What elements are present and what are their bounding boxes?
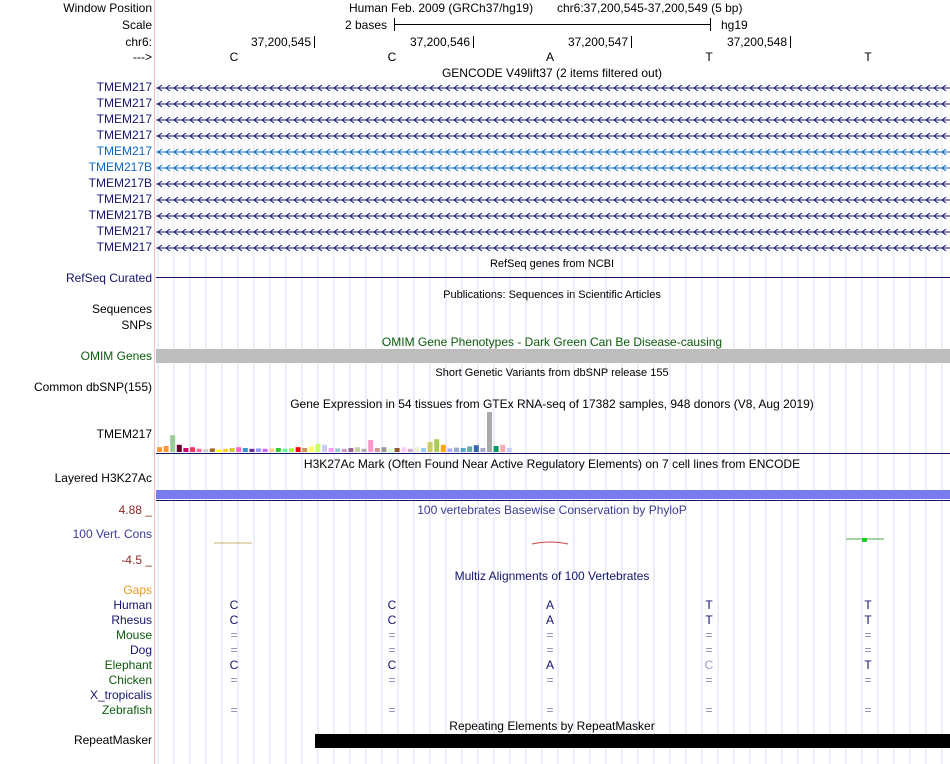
gtex-bar (170, 435, 175, 452)
multiz-base: = (230, 703, 238, 717)
pubs-sequences-label[interactable]: Sequences (91, 302, 152, 316)
multiz-base: = (388, 643, 396, 657)
gtex-bar (454, 448, 459, 452)
h3k27-baseline (156, 500, 950, 501)
gtex-bar (210, 448, 215, 452)
multiz-base: = (864, 673, 872, 687)
multiz-base: = (230, 643, 238, 657)
multiz-base: = (230, 673, 238, 687)
multiz-species-label[interactable]: Elephant (104, 658, 152, 672)
gtex-bar (441, 445, 446, 452)
multiz-species-label[interactable]: Chicken (108, 673, 152, 687)
gtex-bar (302, 448, 307, 452)
multiz-gaps-label[interactable]: Gaps (123, 583, 152, 597)
gtex-bar (461, 448, 466, 452)
gencode-transcript[interactable] (156, 193, 950, 207)
gencode-gene-label[interactable]: TMEM217 (96, 128, 152, 142)
gtex-bar (408, 449, 413, 452)
gencode-transcript[interactable] (156, 161, 950, 175)
multiz-base: C (387, 658, 397, 672)
gtex-bar (480, 448, 485, 452)
assembly-title: Human Feb. 2009 (GRCh37/hg19) (349, 1, 534, 15)
multiz-base: C (229, 658, 239, 672)
scale-span: 2 bases (345, 18, 388, 32)
scale-label: Scale (121, 18, 152, 32)
repeatmasker-element[interactable] (315, 734, 950, 748)
multiz-base: T (864, 613, 872, 627)
phylop-min: -4.5 _ (121, 553, 152, 567)
gencode-gene-label[interactable]: TMEM217B (88, 160, 152, 174)
gtex-bar (309, 446, 314, 452)
gtex-bar-chart[interactable] (156, 410, 556, 452)
strand-base: C (229, 50, 239, 64)
gtex-bar (157, 447, 162, 452)
multiz-base: C (229, 613, 239, 627)
gtex-bar (474, 445, 479, 452)
gencode-gene-label[interactable]: TMEM217 (96, 96, 152, 110)
gtex-title[interactable]: Gene Expression in 54 tissues from GTEx RNA-seq of 17382 samples, 948 donors (V8, Aug 2019) (290, 397, 814, 411)
multiz-base: T (705, 598, 713, 612)
multiz-base: A (545, 598, 555, 612)
gtex-bar (177, 445, 182, 452)
phylop-label[interactable]: 100 Vert. Cons (72, 527, 152, 541)
phylop-mark-4 (862, 538, 867, 542)
multiz-base: = (705, 628, 713, 642)
chrom-tick-label: 37,200,548 (726, 35, 787, 49)
multiz-base: C (229, 598, 239, 612)
multiz-base: = (388, 703, 396, 717)
gtex-divider (156, 453, 950, 454)
refseq-title[interactable]: RefSeq genes from NCBI (489, 258, 615, 270)
multiz-base: A (545, 613, 555, 627)
gencode-gene-label[interactable]: TMEM217 (96, 112, 152, 126)
multiz-base: = (230, 628, 238, 642)
multiz-species-label[interactable]: Zebrafish (101, 703, 152, 717)
chrom-tick-mark (790, 36, 791, 48)
gtex-bar (329, 448, 334, 452)
scale-db: hg19 (721, 18, 748, 32)
gtex-bar (447, 448, 452, 452)
gtex-bar (183, 448, 188, 452)
gencode-gene-label[interactable]: TMEM217 (96, 144, 152, 158)
gencode-transcript[interactable] (156, 177, 950, 191)
gencode-transcript[interactable] (156, 225, 950, 239)
multiz-title[interactable]: Multiz Alignments of 100 Vertebrates (454, 569, 650, 583)
gencode-gene-label[interactable]: TMEM217B (88, 176, 152, 190)
gencode-transcript[interactable] (156, 97, 950, 111)
strand-base: T (705, 50, 713, 64)
gencode-transcript[interactable] (156, 209, 950, 223)
multiz-base: = (546, 673, 554, 687)
gtex-bar (335, 448, 340, 452)
gencode-transcript[interactable] (156, 129, 950, 143)
gtex-bar (507, 448, 512, 452)
gtex-bar (368, 440, 373, 452)
gtex-bar (243, 448, 248, 452)
chrom-tick-label: 37,200,545 (250, 35, 311, 49)
gtex-bar (434, 439, 439, 452)
gencode-transcript[interactable] (156, 241, 950, 255)
gtex-bar (467, 446, 472, 452)
gtex-bar (263, 449, 268, 452)
gencode-title[interactable]: GENCODE V49lift37 (2 items filtered out) (441, 66, 663, 80)
multiz-base: T (864, 658, 872, 672)
gtex-bar (348, 448, 353, 452)
gencode-transcript[interactable] (156, 145, 950, 159)
multiz-base: = (546, 628, 554, 642)
gtex-bar (282, 449, 287, 452)
gtex-bar (428, 442, 433, 452)
h3k27-title[interactable]: H3K27Ac Mark (Often Found Near Active Regulatory Elements) on 7 cell lines from ENCODE (303, 457, 801, 471)
gtex-bar (203, 449, 208, 452)
gtex-bar (256, 448, 261, 452)
gencode-gene-label[interactable]: TMEM217B (88, 208, 152, 222)
gtex-bar (216, 450, 221, 452)
omim-label[interactable]: OMIM Genes (80, 349, 152, 363)
track-left-border (154, 0, 155, 764)
chrom-tick-mark (631, 36, 632, 48)
strand-base: T (864, 50, 872, 64)
multiz-base: = (705, 703, 713, 717)
multiz-species-label[interactable]: Rhesus (111, 613, 152, 627)
gtex-bar (249, 449, 254, 452)
gtex-bar (414, 447, 419, 452)
dbsnp-title[interactable]: Short Genetic Variants from dbSNP release 155 (435, 367, 669, 379)
window-position-label: Window Position (63, 1, 152, 15)
gencode-transcript[interactable] (156, 113, 950, 127)
multiz-species-label[interactable]: Human (113, 598, 152, 612)
multiz-base: = (388, 673, 396, 687)
multiz-base: = (864, 703, 872, 717)
gtex-bar (375, 448, 380, 452)
gencode-gene-label[interactable]: TMEM217 (96, 80, 152, 94)
gtex-bar (401, 447, 406, 452)
scale-bar-left-cap (394, 18, 395, 31)
scale-bar-right-cap (710, 18, 711, 31)
scale-bar (394, 24, 711, 25)
refseq-line[interactable] (156, 277, 950, 278)
strand-base: C (387, 50, 397, 64)
multiz-base: = (546, 643, 554, 657)
pubs-title[interactable]: Publications: Sequences in Scientific Articles (443, 289, 661, 301)
gtex-bar (500, 445, 505, 452)
gtex-bar (395, 448, 400, 452)
multiz-base: = (546, 703, 554, 717)
chrom-tick-mark (473, 36, 474, 48)
multiz-base: C (387, 598, 397, 612)
gtex-bar (276, 448, 281, 452)
dbsnp-label[interactable]: Common dbSNP(155) (33, 380, 152, 394)
gtex-bar (388, 449, 393, 452)
gtex-bar (197, 449, 202, 452)
phylop-max: 4.88 _ (118, 503, 152, 517)
multiz-base: A (545, 658, 555, 672)
chrom-tick-mark (314, 36, 315, 48)
multiz-base: T (705, 613, 713, 627)
gencode-gene-label[interactable]: TMEM217 (96, 192, 152, 206)
multiz-base: C (387, 613, 397, 627)
gtex-bar (322, 445, 327, 452)
chrom-tick-label: 37,200,547 (567, 35, 628, 49)
gtex-bar (289, 448, 294, 452)
gtex-bar (342, 449, 347, 452)
strand-label[interactable]: ---> (133, 50, 152, 64)
gtex-bar (269, 448, 274, 452)
gtex-bar (421, 448, 426, 452)
pubs-snps-label[interactable]: SNPs (121, 318, 152, 332)
gtex-label[interactable]: TMEM217 (96, 427, 152, 441)
multiz-species-label[interactable]: X_tropicalis (89, 688, 152, 702)
gtex-bar (190, 447, 195, 452)
omim-bar[interactable] (156, 349, 950, 363)
gtex-bar (315, 444, 320, 452)
phylop-title[interactable]: 100 vertebrates Basewise Conservation by PhyloP (417, 503, 687, 517)
h3k27-signal[interactable] (156, 490, 950, 499)
multiz-base: = (864, 628, 872, 642)
multiz-base: C (704, 658, 714, 672)
window-coords[interactable]: chr6:37,200,545-37,200,549 (5 bp) (557, 1, 743, 15)
gtex-bar (355, 447, 360, 452)
multiz-base: = (388, 628, 396, 642)
multiz-base: T (864, 598, 872, 612)
repeatmasker-label[interactable]: RepeatMasker (73, 733, 152, 747)
gtex-bar (223, 449, 228, 452)
gencode-transcript[interactable] (156, 81, 950, 95)
refseq-label[interactable]: RefSeq Curated (65, 271, 152, 285)
gencode-gene-label[interactable]: TMEM217 (96, 240, 152, 254)
omim-title[interactable]: OMIM Gene Phenotypes - Dark Green Can Be Disease-causing (381, 335, 723, 349)
gtex-bar (494, 446, 499, 452)
chrom-label: chr6: (125, 35, 152, 49)
multiz-base: = (705, 643, 713, 657)
gencode-gene-label[interactable]: TMEM217 (96, 224, 152, 238)
gtex-bar (362, 449, 367, 452)
gtex-bar (164, 446, 169, 452)
gtex-bar (296, 447, 301, 452)
gtex-bar (381, 447, 386, 452)
multiz-base: = (705, 673, 713, 687)
phylop-mark-2 (532, 542, 568, 544)
gtex-bar (236, 447, 241, 452)
repeatmasker-title[interactable]: Repeating Elements by RepeatMasker (449, 719, 655, 733)
strand-base: A (545, 50, 555, 64)
multiz-species-label[interactable]: Mouse (115, 628, 152, 642)
multiz-species-label[interactable]: Dog (129, 643, 152, 657)
h3k27-label[interactable]: Layered H3K27Ac (54, 471, 152, 485)
multiz-base: = (864, 643, 872, 657)
chrom-tick-label: 37,200,546 (409, 35, 470, 49)
phylop-plot[interactable] (156, 530, 950, 550)
gtex-bar (230, 448, 235, 452)
gtex-bar (487, 412, 492, 452)
